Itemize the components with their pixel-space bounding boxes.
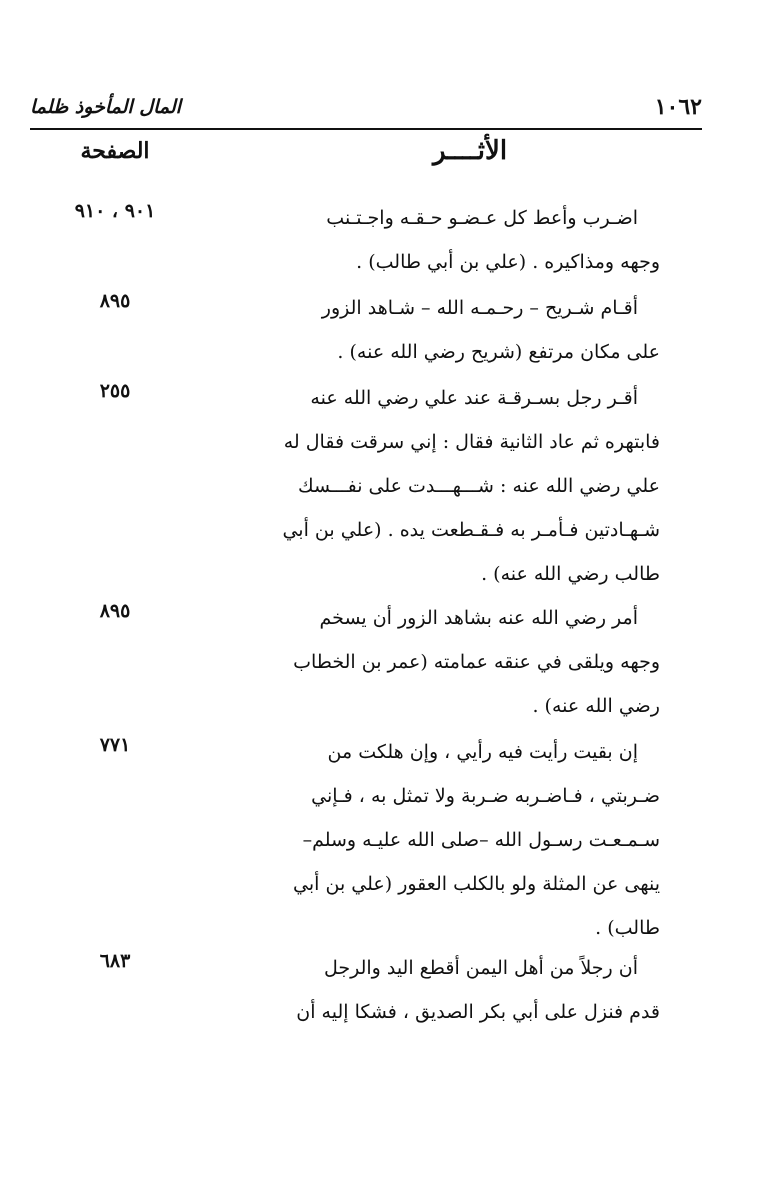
entry-text — [282, 376, 660, 596]
entry-line: وجهه ومذاكيره . (علي بن أبي طالب) . — [356, 251, 660, 273]
entry-line: سـمـعـت رسـول الله –صلى الله عليـه وسلم– — [302, 829, 660, 851]
entry-line: اضـرب وأعط كل عـضـو حـقـه واجـتـنب — [326, 207, 638, 229]
entry-text — [296, 946, 660, 1034]
entry-text — [300, 286, 660, 374]
header-rule — [30, 128, 702, 130]
page-number: ١٠٦٢ — [654, 94, 702, 120]
column-header-athar: الأثــــر — [432, 136, 508, 166]
entry-line: ضـربتي ، فـاضـربه ضـربة ولا تمثل به ، فـإني — [311, 785, 660, 807]
entry-page-ref: ٧٧١ — [99, 734, 131, 756]
entry-text — [293, 730, 660, 950]
entry-line: أقـر رجل بسـرقـة عند علي رضي الله عنه — [310, 387, 638, 409]
entry-page-ref: ٢٥٥ — [99, 380, 131, 402]
entry-line: إن بقيت رأيت فيه رأيي ، وإن هلكت من — [327, 741, 638, 763]
entry-line: شـهـادتين فـأمـر به فـقـطعت يده . (علي بن أبي — [282, 519, 660, 541]
entry-line: أن رجلاً من أهل اليمن أقطع اليد والرجل — [323, 957, 638, 979]
entry-page-ref: ٩٠١ ، ٩١٠ — [74, 200, 156, 222]
running-header — [30, 90, 702, 130]
entry-line: قدم فنزل على أبي بكر الصديق ، فشكا إليه أن — [296, 1001, 660, 1023]
entry-page-ref: ٦٨٣ — [99, 950, 131, 972]
entry-line: وجهه ويلقى في عنقه عمامته (عمر بن الخطاب — [293, 651, 660, 673]
entry-text — [293, 596, 660, 728]
entry-line: ينهى عن المثلة ولو بالكلب العقور (علي بن أبي — [293, 873, 660, 895]
entry-line: علي رضي الله عنه : شـــهـــدت على نفـــسك — [297, 475, 660, 497]
entry-line: أقـام شـريح – رحـمـه الله – شـاهد الزور — [321, 297, 638, 319]
entry-line: على مكان مرتفع (شريح رضي الله عنه) . — [337, 341, 660, 363]
book-title: المال المأخوذ ظلما — [30, 96, 181, 118]
entry-page-ref: ٨٩٥ — [99, 600, 131, 622]
entry-text — [300, 196, 660, 284]
entry-line: فابتهره ثم عاد الثانية فقال : إني سرقت فقال له — [283, 431, 660, 453]
entry-line: أمر رضي الله عنه بشاهد الزور أن يسخم — [319, 607, 638, 629]
entry-page-ref: ٨٩٥ — [99, 290, 131, 312]
entry-line: رضي الله عنه) . — [532, 695, 660, 717]
column-header-page: الصفحة — [80, 138, 150, 164]
entry-line: طالب) . — [595, 917, 660, 939]
entry-line: طالب رضي الله عنه) . — [481, 563, 660, 585]
